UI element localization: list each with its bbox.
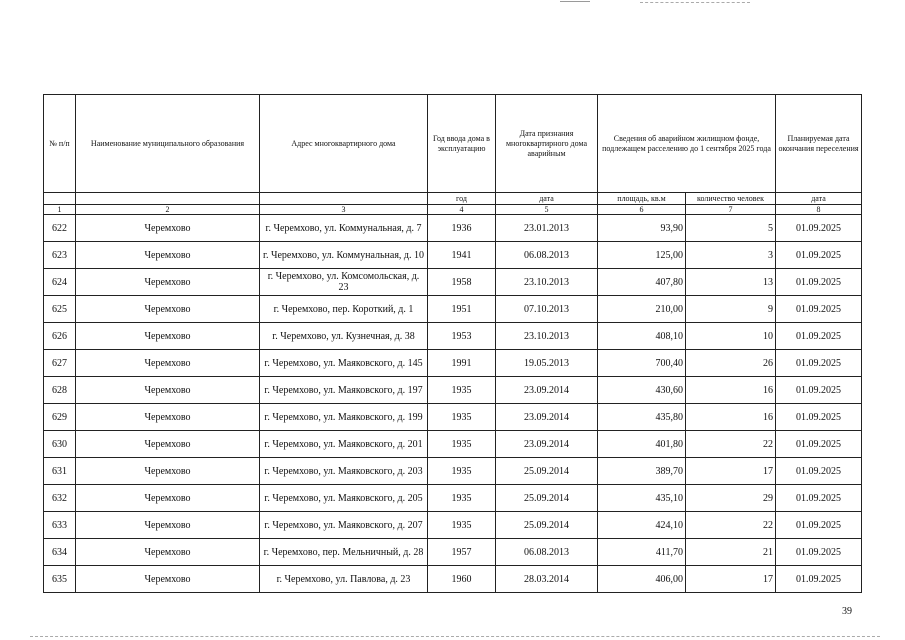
cell-recognition-date: 06.08.2013 [496, 539, 598, 566]
cell-number: 633 [44, 512, 76, 539]
cell-area: 424,10 [598, 512, 686, 539]
cell-municipality: Черемхово [76, 242, 260, 269]
cell-number: 625 [44, 296, 76, 323]
cell-people: 22 [686, 431, 776, 458]
cell-municipality: Черемхово [76, 269, 260, 296]
cell-year: 1935 [428, 485, 496, 512]
cell-year: 1957 [428, 539, 496, 566]
table-row [44, 512, 862, 539]
column-number: 6 [598, 205, 686, 215]
cell-number: 629 [44, 404, 76, 431]
cell-people: 3 [686, 242, 776, 269]
subheader-date: дата [496, 193, 598, 205]
cell-people: 10 [686, 323, 776, 350]
cell-number: 627 [44, 350, 76, 377]
cell-people: 26 [686, 350, 776, 377]
scan-artifact-top [560, 1, 590, 2]
cell-area: 93,90 [598, 215, 686, 242]
cell-recognition-date: 23.10.2013 [496, 323, 598, 350]
cell-address: г. Черемхово, пер. Мельничный, д. 28 [260, 539, 428, 566]
cell-municipality: Черемхово [76, 377, 260, 404]
cell-municipality: Черемхово [76, 458, 260, 485]
cell-address: г. Черемхово, ул. Маяковского, д. 197 [260, 377, 428, 404]
cell-people: 13 [686, 269, 776, 296]
column-number: 7 [686, 205, 776, 215]
cell-people: 16 [686, 377, 776, 404]
cell-people: 9 [686, 296, 776, 323]
cell-recognition-date: 23.01.2013 [496, 215, 598, 242]
header-row [44, 95, 862, 193]
header-municipality: Наименование муниципального образования [76, 95, 260, 193]
cell-recognition-date: 23.09.2014 [496, 431, 598, 458]
cell-planned-date: 01.09.2025 [776, 296, 862, 323]
cell-area: 700,40 [598, 350, 686, 377]
cell-year: 1935 [428, 404, 496, 431]
cell-area: 125,00 [598, 242, 686, 269]
cell-address: г. Черемхово, ул. Комсомольская, д. 23 [260, 269, 428, 296]
cell-area: 406,00 [598, 566, 686, 593]
cell-people: 22 [686, 512, 776, 539]
cell-municipality: Черемхово [76, 539, 260, 566]
cell-municipality: Черемхово [76, 323, 260, 350]
cell-municipality: Черемхово [76, 296, 260, 323]
cell-number: 634 [44, 539, 76, 566]
cell-address: г. Черемхово, ул. Маяковского, д. 145 [260, 350, 428, 377]
cell-area: 408,10 [598, 323, 686, 350]
cell-planned-date: 01.09.2025 [776, 539, 862, 566]
cell-address: г. Черемхово, ул. Кузнечная, д. 38 [260, 323, 428, 350]
cell-address: г. Черемхово, ул. Маяковского, д. 205 [260, 485, 428, 512]
table-body [44, 215, 862, 593]
subheader-empty-1 [44, 193, 76, 205]
table-row [44, 215, 862, 242]
table-row [44, 269, 862, 296]
cell-address: г. Черемхово, ул. Коммунальная, д. 10 [260, 242, 428, 269]
table-row [44, 539, 862, 566]
cell-year: 1953 [428, 323, 496, 350]
header-number: № п/п [44, 95, 76, 193]
cell-people: 17 [686, 458, 776, 485]
cell-number: 623 [44, 242, 76, 269]
column-number: 2 [76, 205, 260, 215]
cell-planned-date: 01.09.2025 [776, 269, 862, 296]
cell-address: г. Черемхово, ул. Коммунальная, д. 7 [260, 215, 428, 242]
cell-area: 430,60 [598, 377, 686, 404]
subheader-empty-2 [76, 193, 260, 205]
cell-number: 626 [44, 323, 76, 350]
cell-number: 631 [44, 458, 76, 485]
cell-area: 401,80 [598, 431, 686, 458]
header-year: Год ввода дома в эксплуатацию [428, 95, 496, 193]
table-row [44, 566, 862, 593]
table-row [44, 404, 862, 431]
cell-number: 624 [44, 269, 76, 296]
cell-municipality: Черемхово [76, 350, 260, 377]
table-row [44, 377, 862, 404]
cell-recognition-date: 28.03.2014 [496, 566, 598, 593]
subheader-people: количество человек [686, 193, 776, 205]
cell-year: 1935 [428, 512, 496, 539]
cell-year: 1941 [428, 242, 496, 269]
column-number: 5 [496, 205, 598, 215]
cell-address: г. Черемхово, ул. Маяковского, д. 201 [260, 431, 428, 458]
cell-number: 630 [44, 431, 76, 458]
scan-artifact-bottom-dash [30, 636, 880, 638]
cell-recognition-date: 19.05.2013 [496, 350, 598, 377]
cell-planned-date: 01.09.2025 [776, 215, 862, 242]
subheader-year: год [428, 193, 496, 205]
page-number: 39 [842, 606, 852, 617]
cell-people: 21 [686, 539, 776, 566]
cell-municipality: Черемхово [76, 485, 260, 512]
cell-municipality: Черемхово [76, 404, 260, 431]
cell-address: г. Черемхово, ул. Маяковского, д. 199 [260, 404, 428, 431]
table-row [44, 458, 862, 485]
table-row [44, 431, 862, 458]
cell-address: г. Черемхово, пер. Короткий, д. 1 [260, 296, 428, 323]
cell-recognition-date: 25.09.2014 [496, 485, 598, 512]
cell-year: 1936 [428, 215, 496, 242]
cell-people: 5 [686, 215, 776, 242]
cell-address: г. Черемхово, ул. Павлова, д. 23 [260, 566, 428, 593]
cell-area: 210,00 [598, 296, 686, 323]
subheader-plan-date: дата [776, 193, 862, 205]
column-number: 1 [44, 205, 76, 215]
cell-municipality: Черемхово [76, 566, 260, 593]
cell-recognition-date: 07.10.2013 [496, 296, 598, 323]
cell-planned-date: 01.09.2025 [776, 377, 862, 404]
table-row [44, 485, 862, 512]
cell-municipality: Черемхово [76, 512, 260, 539]
cell-year: 1935 [428, 458, 496, 485]
cell-planned-date: 01.09.2025 [776, 242, 862, 269]
cell-municipality: Черемхово [76, 215, 260, 242]
cell-number: 628 [44, 377, 76, 404]
cell-people: 29 [686, 485, 776, 512]
column-number: 4 [428, 205, 496, 215]
cell-year: 1935 [428, 431, 496, 458]
column-number: 8 [776, 205, 862, 215]
subheader-empty-3 [260, 193, 428, 205]
cell-address: г. Черемхово, ул. Маяковского, д. 203 [260, 458, 428, 485]
cell-people: 16 [686, 404, 776, 431]
scan-artifact-top-dash [640, 2, 750, 4]
cell-area: 407,80 [598, 269, 686, 296]
header-recognition-date: Дата признания многоквартирного дома аварийным [496, 95, 598, 193]
subheader-area: площадь, кв.м [598, 193, 686, 205]
cell-year: 1991 [428, 350, 496, 377]
cell-planned-date: 01.09.2025 [776, 566, 862, 593]
cell-planned-date: 01.09.2025 [776, 350, 862, 377]
cell-recognition-date: 25.09.2014 [496, 458, 598, 485]
cell-planned-date: 01.09.2025 [776, 458, 862, 485]
cell-planned-date: 01.09.2025 [776, 512, 862, 539]
column-number-row [44, 205, 862, 215]
table-row [44, 323, 862, 350]
cell-address: г. Черемхово, ул. Маяковского, д. 207 [260, 512, 428, 539]
cell-people: 17 [686, 566, 776, 593]
cell-planned-date: 01.09.2025 [776, 431, 862, 458]
header-planned-date: Планируемая дата окончания переселения [776, 95, 862, 193]
emergency-housing-table [43, 94, 862, 593]
cell-area: 435,10 [598, 485, 686, 512]
cell-year: 1958 [428, 269, 496, 296]
column-number: 3 [260, 205, 428, 215]
table-row [44, 242, 862, 269]
cell-recognition-date: 23.09.2014 [496, 404, 598, 431]
cell-planned-date: 01.09.2025 [776, 323, 862, 350]
cell-recognition-date: 25.09.2014 [496, 512, 598, 539]
cell-year: 1935 [428, 377, 496, 404]
cell-planned-date: 01.09.2025 [776, 485, 862, 512]
cell-number: 635 [44, 566, 76, 593]
table-row [44, 296, 862, 323]
cell-municipality: Черемхово [76, 431, 260, 458]
cell-area: 435,80 [598, 404, 686, 431]
cell-number: 632 [44, 485, 76, 512]
subheader-row [44, 193, 862, 205]
table-row [44, 350, 862, 377]
header-address: Адрес многоквартирного дома [260, 95, 428, 193]
cell-number: 622 [44, 215, 76, 242]
cell-year: 1951 [428, 296, 496, 323]
cell-year: 1960 [428, 566, 496, 593]
cell-recognition-date: 23.10.2013 [496, 269, 598, 296]
cell-planned-date: 01.09.2025 [776, 404, 862, 431]
header-housing-info: Сведения об аварийном жилищном фонде, подлежащем расселению до 1 сентября 2025 года [598, 95, 776, 193]
cell-area: 411,70 [598, 539, 686, 566]
cell-recognition-date: 23.09.2014 [496, 377, 598, 404]
cell-recognition-date: 06.08.2013 [496, 242, 598, 269]
cell-area: 389,70 [598, 458, 686, 485]
